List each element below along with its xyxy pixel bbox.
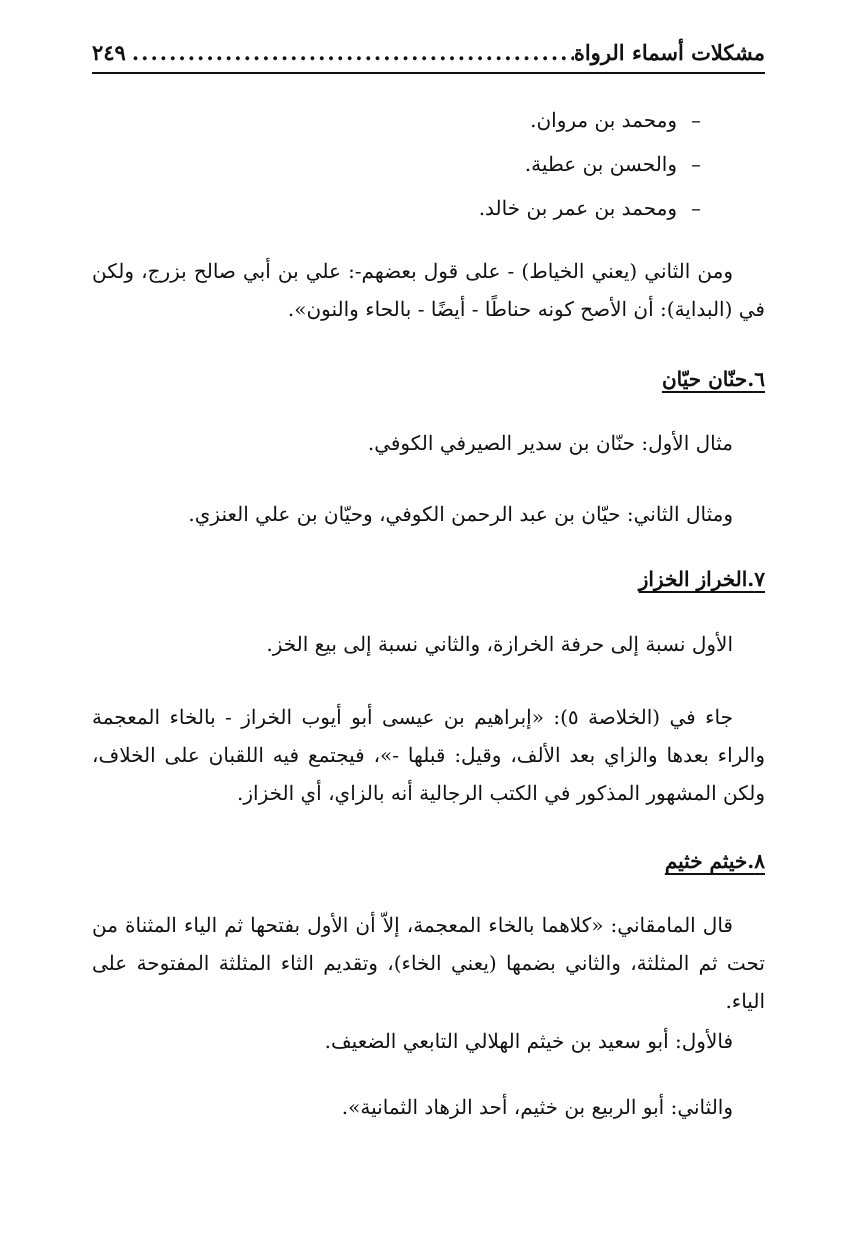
section-8-para-1: قال المامقاني: «كلاهما بالخاء المعجمة، إلاّ أن الأول بفتحها ثم الياء المثناة من تحت ثم المثلثة، والثاني بضمها (يعني الخاء)، وتقديم الثاء المثلثة المفتوحة على الياء. bbox=[92, 913, 765, 1013]
page-number: ٢٤٩ bbox=[92, 40, 126, 65]
list-item: – والحسن بن عطية. bbox=[92, 142, 765, 186]
bullet-dash: – bbox=[691, 152, 701, 176]
list-item: – ومحمد بن مروان. bbox=[92, 98, 765, 142]
section-7-para-1: الأول نسبة إلى حرفة الخرازة، والثاني نسبة إلى بيع الخز. bbox=[266, 632, 733, 656]
intro-paragraph: ومن الثاني (يعني الخياط) - على قول بعضهم-: علي بن أبي صالح بزرج، ولكن في (البداية): أن الأصح كونه حناطًا - أيضًا - بالحاء والنون». bbox=[92, 259, 765, 321]
section-6-para-1: مثال الأول: حنّان بن سدير الصيرفي الكوفي. bbox=[367, 431, 733, 455]
header-leader-dots bbox=[126, 38, 574, 68]
section-8-para-2: فالأول: أبو سعيد بن خيثم الهلالي التابعي الضعيف. bbox=[324, 1029, 733, 1053]
section-7-para-2: جاء في (الخلاصة ٥): «إبراهيم بن عيسى أبو أيوب الخراز - بالخاء المعجمة والراء بعدها والزاي بعد الألف، وقيل: قبلها -»، فيجتمع فيه اللقبان على الخلاف، ولكن المشهور المذكور في الكتب الرجالية أنه بالزاي، أي الخزاز. bbox=[92, 705, 765, 805]
section-8-para-3: والثاني: أبو الربيع بن خثيم، أحد الزهاد الثمانية». bbox=[341, 1095, 733, 1119]
section-8-heading: ٨.خيثم خثيم bbox=[664, 849, 765, 873]
section-6-heading: ٦.حنّان حيّان bbox=[661, 367, 765, 391]
narrator-list bbox=[92, 98, 765, 230]
bullet-dash: – bbox=[691, 108, 701, 132]
header-title: مشكلات أسماء الرواة bbox=[573, 40, 765, 65]
page-header bbox=[92, 32, 765, 74]
list-item: – ومحمد بن عمر بن خالد. bbox=[92, 186, 765, 230]
bullet-dash: – bbox=[691, 196, 701, 220]
section-6-para-2: ومثال الثاني: حيّان بن عبد الرحمن الكوفي، وحيّان بن علي العنزي. bbox=[188, 502, 733, 526]
section-7-heading: ٧.الخراز الخزاز bbox=[638, 567, 765, 591]
